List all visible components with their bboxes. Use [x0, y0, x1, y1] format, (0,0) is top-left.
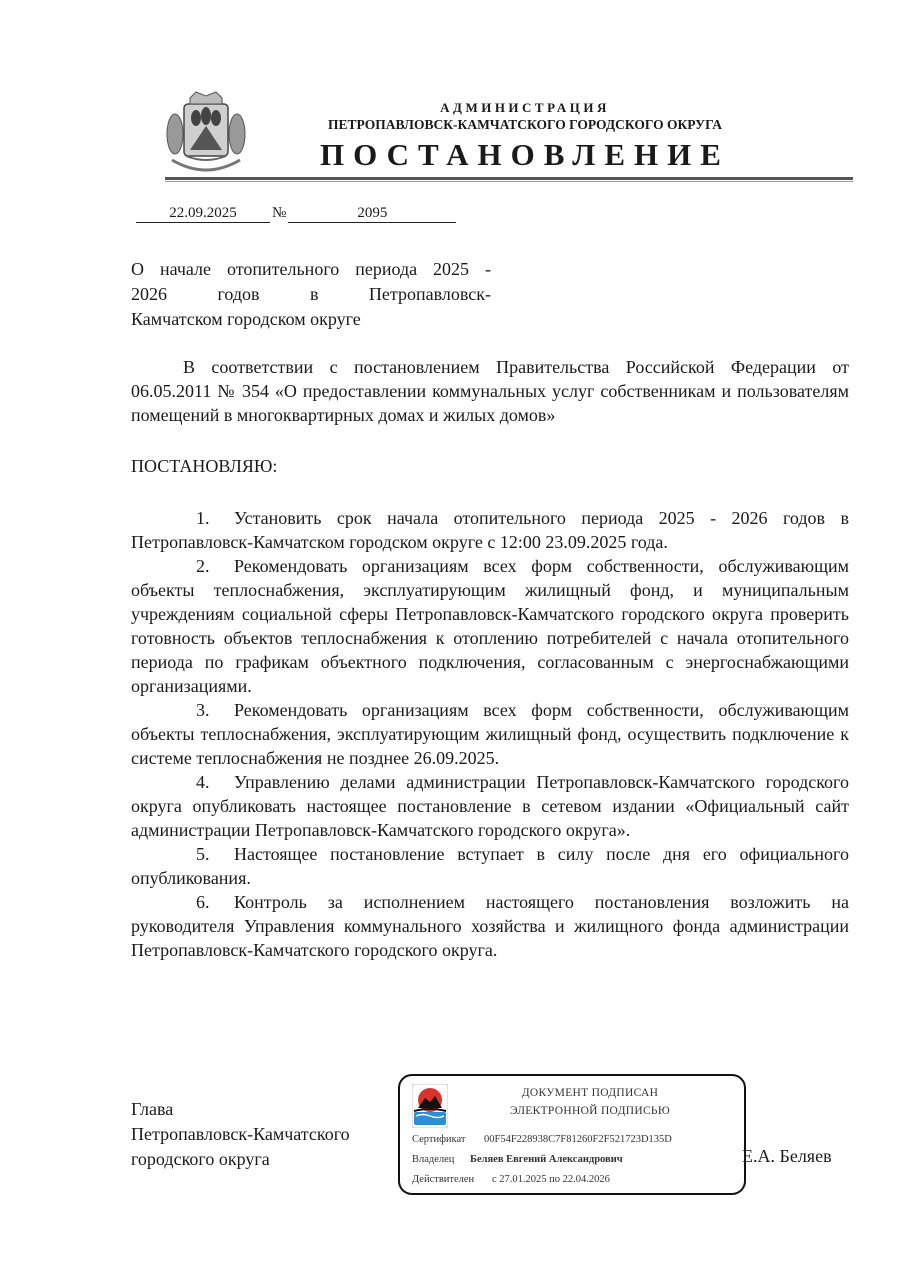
- item-number: 4.: [196, 772, 210, 792]
- decree-word: ПОСТАНОВЛЯЮ:: [131, 456, 278, 476]
- item-number: 5.: [196, 844, 210, 864]
- validity-value: с 27.01.2025 по 22.04.2026: [492, 1174, 610, 1185]
- item-text: Установить срок начала отопительного периода 2025 - 2026 годов в Петропавловск-Камчатском городском округе с 12:00 23.09.2025 года.: [131, 508, 849, 552]
- electronic-signature-stamp: [398, 1074, 746, 1195]
- position-line: Глава: [131, 1099, 174, 1119]
- document-subject: [131, 257, 491, 332]
- item-text: Управлению делами администрации Петропавловск-Камчатского городского округа опубликовать настоящее постановление в сетевом издании «Официальный сайт администрации Петропавловск-Камчатского городского округа».: [131, 772, 849, 840]
- owner-row: [412, 1154, 623, 1165]
- certificate-label: Сертификат: [412, 1134, 466, 1145]
- position-line: городского округа: [131, 1149, 270, 1169]
- org-name: ПЕТРОПАВЛОВСК-КАМЧАТСКОГО ГОРОДСКОГО ОКРУГА: [328, 117, 722, 132]
- decree-item: [131, 698, 849, 770]
- document-type: ПОСТАНОВЛЕНИЕ: [320, 137, 730, 172]
- decree-item: [131, 770, 849, 842]
- document-date: 22.09.2025: [136, 205, 270, 223]
- decree-item: [131, 554, 849, 698]
- item-text: Рекомендовать организациям всех форм собственности, обслуживающим объекты теплоснабжения, эксплуатирующим жилищный фонд, и муниципальным учреждениям социальной сферы Петропавловск-Камчатского городского округа проверить готовность объектов теплоснабжения к отоплению потребителей с начала отопительного периода по графикам объектного подключения, согласованным с энергоснабжающими организациями.: [131, 556, 849, 696]
- signatory-name: Е.А. Беляев: [742, 1146, 832, 1166]
- subject-line: Камчатском городском округе: [131, 309, 361, 329]
- admin-label: АДМИНИСТРАЦИЯ: [440, 100, 610, 115]
- decree-item: [131, 890, 849, 962]
- owner-label: Владелец: [412, 1154, 455, 1165]
- kamchatka-emblem-icon: [412, 1084, 448, 1128]
- header-divider: [165, 177, 853, 180]
- coat-of-arms-icon: [166, 90, 246, 178]
- decree-items: [131, 506, 849, 962]
- stamp-title-line: ДОКУМЕНТ ПОДПИСАН: [521, 1087, 659, 1099]
- decree-item: [131, 842, 849, 890]
- document-meta: [136, 205, 456, 223]
- number-sign: №: [272, 205, 287, 221]
- item-text: Контроль за исполнением настоящего постановления возложить на руководителя Управления коммунального хозяйства и жилищного фонда администрации Петропавловск-Камчатского городского округа.: [131, 892, 849, 960]
- item-text: Рекомендовать организациям всех форм собственности, обслуживающим объекты теплоснабжения, эксплуатирующим жилищный фонд, осуществить подключение к системе теплоснабжения не позднее 26.09.2025.: [131, 700, 849, 768]
- decree-item: [131, 506, 849, 554]
- document-number: 2095: [288, 205, 456, 223]
- owner-value: Беляев Евгений Александрович: [470, 1154, 623, 1165]
- position-line: Петропавловск-Камчатского: [131, 1124, 350, 1144]
- item-number: 2.: [196, 556, 210, 576]
- subject-line: О начале отопительного периода 2025 -: [131, 259, 491, 279]
- signatory-position: [131, 1097, 350, 1172]
- header-divider-thin: [165, 181, 853, 182]
- item-text: Настоящее постановление вступает в силу после дня его официального опубликования.: [131, 844, 849, 888]
- certificate-value: 00F54F228938C7F81260F2F521723D135D: [484, 1134, 672, 1145]
- validity-label: Действителен: [412, 1174, 475, 1185]
- item-number: 1.: [196, 508, 210, 528]
- item-number: 3.: [196, 700, 210, 720]
- subject-line: 2026 годов в Петропавловск-: [131, 284, 491, 304]
- stamp-title: [460, 1084, 720, 1120]
- validity-row: [412, 1174, 610, 1185]
- stamp-title-line: ЭЛЕКТРОННОЙ ПОДПИСЬЮ: [510, 1105, 670, 1117]
- certificate-row: [412, 1134, 672, 1145]
- preamble: В соответствии с постановлением Правительства Российской Федерации от 06.05.2011 № 354 «О предоставлении коммунальных услуг собственникам и пользователям помещений в многоквартирных домах и жилых домов»: [131, 357, 849, 425]
- item-number: 6.: [196, 892, 210, 912]
